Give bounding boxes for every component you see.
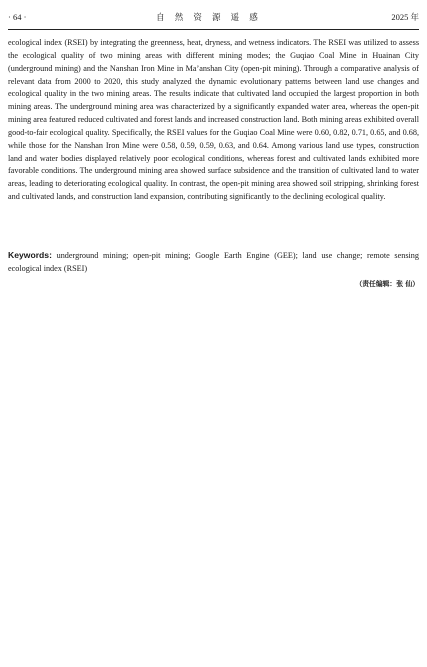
keywords-label: Keywords: bbox=[8, 250, 52, 260]
header-rule bbox=[8, 29, 419, 30]
abstract-paragraph: ecological index (RSEI) by integrating the greenness, heat, dryness, and wetness indicators. The RSEI was utilized to assess the ecological quality of two mining areas with different mining modes; the Guqiao Coal Mine in Huainan City (underground mining) and the Nanshan Iron Mine in Ma’anshan City (open-pit mining). Through a comparative analysis of relevant data from 2000 to 2020, this study analyzed the dynamic evolutionary patterns between land use changes and ecological quality in the two mining areas. The results indicate that cultivated land occupied the largest proportion in both mining areas. The underground mining area was characterized by a significantly expanded water area, whereas the open-pit mining area featured reduced cultivated and forest lands and increased construction land. Both mining areas exhibited overall good-to-fair ecological quality. Specifically, the RSEI values for the Guqiao Coal Mine were 0.60, 0.82, 0.71, 0.65, and 0.68, while those for the Nanshan Iron Mine were 0.58, 0.59, 0.59, 0.63, and 0.64. Among various land use types, construction land and water bodies displayed relatively poor ecological conditions, whereas forest and cultivated lands exhibited more favorable conditions. The underground mining area showed surface subsidence and the transition of cultivated land to water areas, leading to deteriorating ecological quality. In contrast, the open-pit mining area showed soil stripping, shrinking forest and cultivated lands, and construction land expansion, contributing significantly to the declining ecological quality. bbox=[8, 38, 419, 202]
page-number: · 64 · bbox=[8, 12, 27, 22]
keywords-paragraph bbox=[8, 249, 419, 276]
keywords-list: underground mining; open-pit mining; Google Earth Engine (GEE); land use change; remote sensing ecological index (RSEI) bbox=[8, 251, 419, 273]
responsible-editor-note: （责任编辑：张 仙） bbox=[355, 280, 419, 288]
running-header bbox=[8, 10, 419, 24]
issue-year: 2025 年 bbox=[391, 12, 419, 22]
journal-title: 自 然 资 源 遥 感 bbox=[156, 12, 262, 22]
